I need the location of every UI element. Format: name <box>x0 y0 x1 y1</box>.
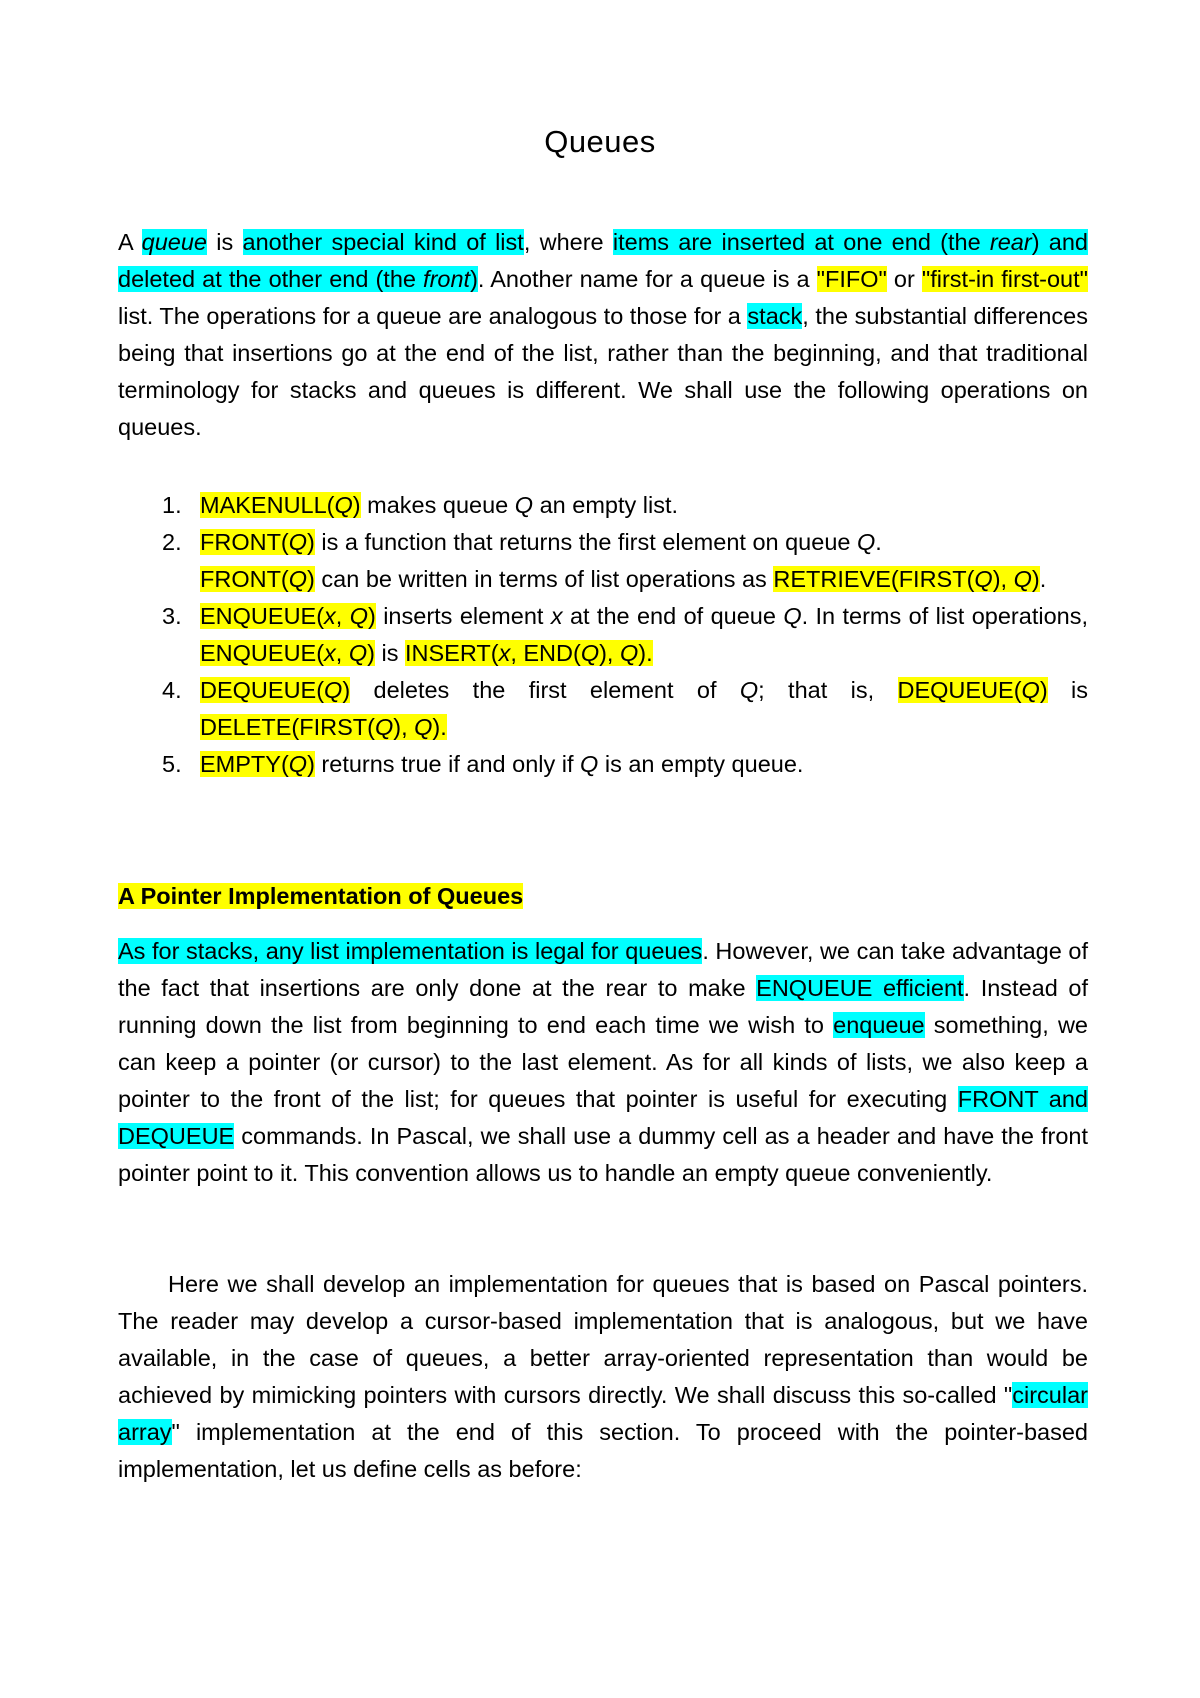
var-q: Q <box>349 603 368 629</box>
text-span: deletes the first element of <box>350 677 740 703</box>
text-span: FRONT( <box>200 566 289 592</box>
text-span: ; that is, <box>758 677 898 703</box>
var-q: Q <box>783 603 802 629</box>
text-span: list. The operations for a queue are analogous to those for a <box>118 303 748 329</box>
var-q: Q <box>620 640 639 666</box>
highlight-enqueue-word: enqueue <box>833 1012 925 1038</box>
section-heading <box>118 878 523 915</box>
operations-list <box>118 487 1088 783</box>
text-span: at the end of queue <box>562 603 784 629</box>
text-span: ) <box>307 751 315 777</box>
highlight-front-and-dequeue: FRONT and DEQUEUE <box>118 1086 1089 1149</box>
text-span: ) <box>307 529 315 555</box>
var-x: x <box>550 603 563 629</box>
text-span: ) <box>470 266 478 292</box>
text-span: returns true if and only if <box>314 751 581 777</box>
var-q: Q <box>288 566 308 592</box>
text-span: DELETE(FIRST( <box>200 714 375 740</box>
text-span: ). <box>432 714 447 740</box>
text-span: ENQUEUE( <box>200 603 325 629</box>
list-number: 5. <box>162 751 182 777</box>
text-span: ) and deleted at the other end (the <box>118 229 1088 292</box>
text-span: DEQUEUE( <box>897 677 1022 703</box>
text-span: INSERT( <box>405 640 499 666</box>
highlight-enqueue-efficient: ENQUEUE efficient <box>756 975 964 1001</box>
text-span: . However, we can take advantage of the fact that insertions are only done at the rear to make <box>118 938 1088 1001</box>
text-span: FRONT( <box>200 529 289 555</box>
text-span: commands. In Pascal, we shall use a dummy cell as a header and have the front pointer point to it. This convention allows us to handle an empty queue conveniently. <box>118 1123 1088 1186</box>
text-span: " implementation at the end of this section. To proceed with the pointer-based implementation, let us define cells as before: <box>118 1419 1088 1482</box>
text-span: , the substantial differences being that insertions go at the end of the list, rather than the beginning, and that traditional terminology for stacks and queues is different. We shall use the following operations on queues. <box>118 303 1088 440</box>
text-span: . In terms of list operations, <box>801 603 1088 629</box>
text-span: DEQUEUE( <box>200 677 325 703</box>
highlight-retrieve <box>773 566 1039 592</box>
text-span: is a function that returns the first element on queue <box>314 529 857 555</box>
text-span: , where <box>523 229 613 255</box>
var-q: Q <box>1013 566 1032 592</box>
text-span: is an empty queue. <box>598 751 804 777</box>
list-number: 2. <box>162 529 182 555</box>
highlight-as-for-stacks: As for stacks, any list implementation is legal for queues <box>118 938 703 964</box>
text-span: is <box>374 640 405 666</box>
text-span: , END( <box>510 640 581 666</box>
text-span: A <box>118 229 142 255</box>
text-span: makes queue <box>360 492 515 518</box>
text-span: EMPTY( <box>200 751 289 777</box>
highlight-queue: queue <box>141 229 207 255</box>
text-span: ), <box>599 640 620 666</box>
text-span: an empty list. <box>533 492 679 518</box>
text-span: inserts element <box>375 603 551 629</box>
implementation-paragraph <box>118 1266 1088 1488</box>
list-item-makenull <box>118 487 1088 524</box>
list-item-empty <box>118 746 1088 783</box>
text-span: or <box>886 266 922 292</box>
highlight-dequeue-2 <box>898 677 1048 703</box>
highlight-delete <box>200 714 447 740</box>
var-q: Q <box>374 714 394 740</box>
text-span: can be written in terms of list operations as <box>314 566 774 592</box>
var-q: Q <box>580 751 599 777</box>
text-span: ) <box>368 603 376 629</box>
text-span: . Instead of running down the list from beginning to end each time we wish to <box>118 975 1088 1038</box>
text-span: ) <box>342 677 351 703</box>
highlight-makenull <box>200 492 361 518</box>
term-rear: rear <box>989 229 1032 255</box>
page-title: Queues <box>544 124 656 159</box>
pointer-paragraph <box>118 933 1088 1192</box>
highlight-front <box>200 529 315 555</box>
list-number: 1. <box>162 492 182 518</box>
var-q: Q <box>974 566 993 592</box>
text-span: ) <box>367 640 375 666</box>
text-span: . <box>875 529 882 555</box>
intro-paragraph <box>118 224 1088 446</box>
var-q: Q <box>1021 677 1040 703</box>
var-q: Q <box>288 751 308 777</box>
var-q: Q <box>857 529 876 555</box>
text-span: ) <box>1031 566 1040 592</box>
text-span: ENQUEUE( <box>200 640 325 666</box>
text-span: . <box>1039 566 1047 592</box>
highlight-empty <box>200 751 315 777</box>
highlight-another-kind: another special kind of list <box>242 229 524 255</box>
highlight-front-2 <box>200 566 315 592</box>
highlight-stack: stack <box>747 303 803 329</box>
highlight-enqueue-2 <box>200 640 375 666</box>
list-number: 4. <box>162 677 182 703</box>
var-x: x <box>324 603 336 629</box>
text-span: , <box>335 603 350 629</box>
highlight-dequeue <box>200 677 350 703</box>
text-span: RETRIEVE(FIRST( <box>773 566 975 592</box>
var-q: Q <box>288 529 308 555</box>
var-q: Q <box>324 677 343 703</box>
text-span: . Another name for a queue is a <box>477 266 817 292</box>
text-span: ) <box>307 566 315 592</box>
var-x: x <box>324 640 336 666</box>
text-span: Here we shall develop an implementation for queues that is based on Pascal pointers. The reader may develop a cursor-based implementation that is analogous, but we have available, in the case of queues, a better array-oriented representation than would be achieved by mimicking pointers with cursors directly. We shall discuss this so-called " <box>118 1271 1088 1408</box>
text-span: ) <box>1039 677 1048 703</box>
text-span: items are inserted at one end (the <box>612 229 990 255</box>
var-x: x <box>498 640 511 666</box>
list-item-front <box>118 524 1088 598</box>
highlight-first-in-first-out: "first-in first-out" <box>921 266 1088 292</box>
text-span: ), <box>393 714 415 740</box>
list-item-enqueue <box>118 598 1088 672</box>
highlight-enqueue <box>200 603 376 629</box>
var-q: Q <box>580 640 600 666</box>
text-span: is <box>207 229 243 255</box>
highlight-insert <box>405 640 653 666</box>
term-front: front <box>423 266 471 292</box>
var-q: Q <box>514 492 534 518</box>
var-q: Q <box>739 677 759 703</box>
var-q: Q <box>348 640 368 666</box>
highlight-heading: A Pointer Implementation of Queues <box>118 883 524 909</box>
text-span: is <box>1047 677 1088 703</box>
list-number: 3. <box>162 603 182 629</box>
text-span: MAKENULL( <box>200 492 335 518</box>
list-item-dequeue <box>118 672 1088 746</box>
highlight-fifo: "FIFO" <box>816 266 887 292</box>
text-span: ) <box>352 492 361 518</box>
highlight-circular-array: circular array <box>118 1382 1088 1445</box>
text-span: something, we can keep a pointer (or cursor) to the last element. As for all kinds of lists, we also keep a pointer to the front of the list; for queues that pointer is useful for executing <box>118 1012 1088 1112</box>
text-span: , <box>335 640 349 666</box>
text-span: ). <box>638 640 653 666</box>
var-q: Q <box>334 492 353 518</box>
var-q: Q <box>414 714 433 740</box>
text-span: ), <box>992 566 1014 592</box>
